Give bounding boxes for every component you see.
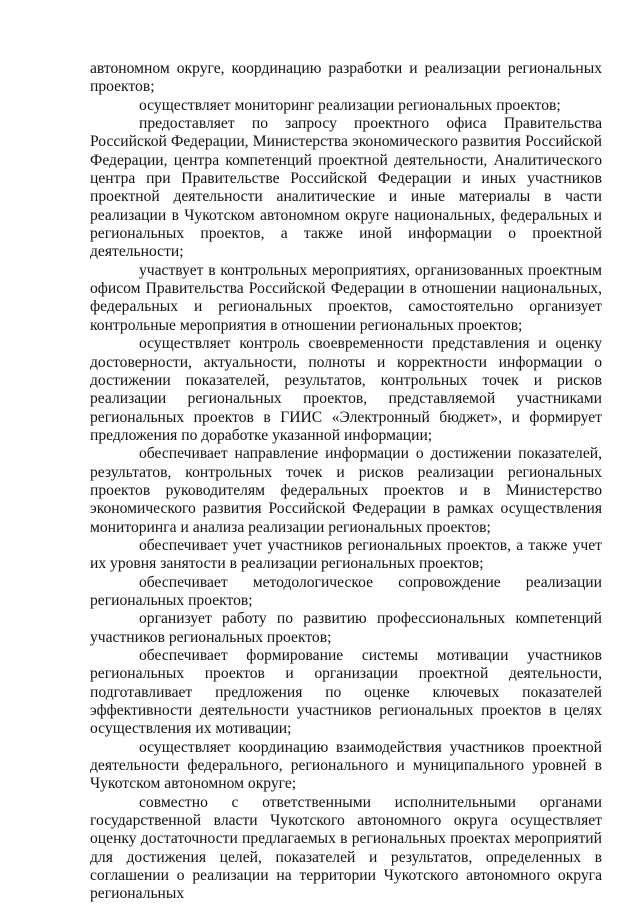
document-page: [90, 60, 602, 904]
paragraph-6: обеспечивает направление информации о достижении показателей, результатов, контрольных точек и рисков реализации региональных проектов руководителям федеральных проектов и в Министерство экономического развития Российской Федерации в рамках осуществления мониторинга и анализа реализации региональных проектов;: [90, 445, 602, 536]
paragraph-11: осуществляет координацию взаимодействия участников проектной деятельности федерального, регионального и муниципального уровней в Чукотском автономном округе;: [90, 738, 602, 793]
paragraph-9: организует работу по развитию профессиональных компетенций участников региональных проектов;: [90, 610, 602, 646]
paragraph-3: предоставляет по запросу проектного офиса Правительства Российской Федерации, Министерства экономического развития Российской Федерации, центра компетенций проектной деятельности, Аналитического центра при Правительстве Российской Федерации и иных участников проектной деятельности аналитические и иные материалы в части реализации в Чукотском автономном округе национальных, федеральных и региональных проектов, а также иной информации о проектной деятельности;: [90, 115, 602, 261]
paragraph-2: осуществляет мониторинг реализации региональных проектов;: [139, 96, 561, 114]
paragraph-5: осуществляет контроль своевременности представления и оценку достоверности, актуальности, полноты и корректности информации о достижении показателей, результатов, контрольных точек и рисков реализации региональных проектов, представляемой участниками региональных проектов в ГИИС «Электронный бюджет», и формирует предложения по доработке указанной информации;: [90, 335, 602, 444]
paragraph-12: совместно с ответственными исполнительными органами государственной власти Чукотского автономного округа осуществляет оценку достаточности предлагаемых в региональных проектах мероприятий для достижения целей, показателей и результатов, определенных в соглашении о реализации на территории Чукотского автономного округа региональных: [90, 793, 602, 903]
paragraph-8: обеспечивает методологическое сопровождение реализации региональных проектов;: [90, 573, 602, 609]
paragraph-1: автономном округе, координацию разработки и реализации региональных проектов;: [90, 60, 602, 96]
paragraph-10: обеспечивает формирование системы мотивации участников региональных проектов и организации проектной деятельности, подготавливает предложения по оценке ключевых показателей эффективности деятельности участников региональных проектов в целях осуществления их мотивации;: [90, 647, 602, 738]
paragraph-7: обеспечивает учет участников региональных проектов, а также учет их уровня занятости в реализации региональных проектов;: [90, 536, 602, 573]
paragraph-4: участвует в контрольных мероприятиях, организованных проектным офисом Правительства Российской Федерации в отношении национальных, федеральных и региональных проектов, самостоятельно организует контрольные мероприятия в отношении региональных проектов;: [90, 261, 602, 334]
